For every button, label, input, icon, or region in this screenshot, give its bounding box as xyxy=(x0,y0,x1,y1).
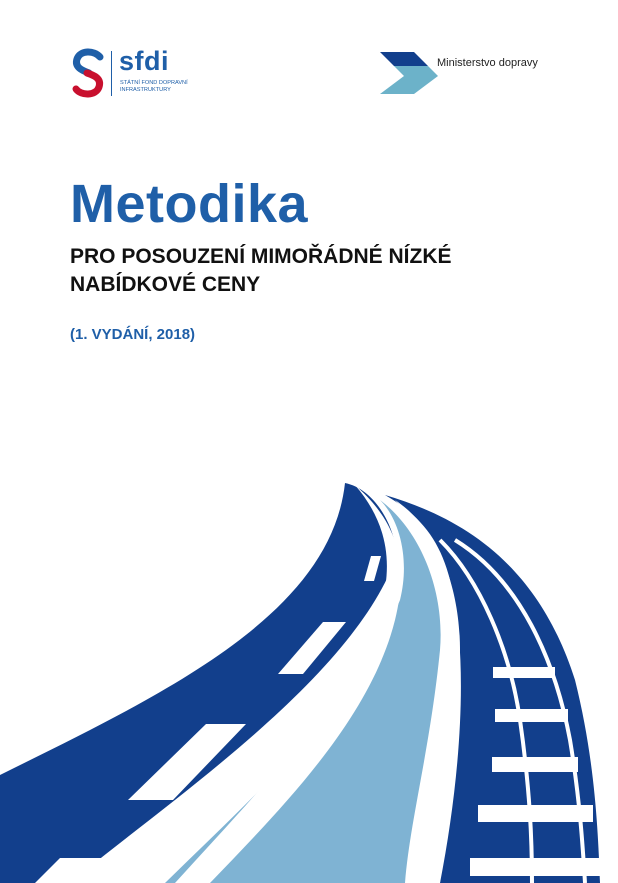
edition-label: (1. VYDÁNÍ, 2018) xyxy=(70,326,196,343)
rail-sleeper xyxy=(478,805,593,822)
sfdi-divider xyxy=(111,51,112,96)
document-subtitle-line-1: PRO POSOUZENÍ MIMOŘÁDNÉ NÍZKÉ xyxy=(70,245,452,268)
ministry-arrow-logo-icon xyxy=(380,50,440,96)
road-and-railway-illustration xyxy=(0,470,618,883)
rail-sleeper xyxy=(492,757,578,772)
document-title: Metodika xyxy=(70,174,309,234)
rail-sleeper xyxy=(495,709,568,722)
rail-sleeper xyxy=(493,667,555,678)
sfdi-subtitle-line-1: STÁTNÍ FOND DOPRAVNÍ xyxy=(120,80,188,86)
sfdi-subtitle xyxy=(120,80,220,94)
ministry-name: Ministerstvo dopravy xyxy=(437,57,538,69)
ministry-logo xyxy=(380,50,580,98)
sfdi-subtitle-line-2: INFRASTRUKTURY xyxy=(120,87,171,93)
sfdi-name: sfdi xyxy=(119,46,170,76)
sfdi-logo xyxy=(70,48,220,100)
sfdi-s-logo-icon xyxy=(70,48,106,98)
document-subtitle xyxy=(70,243,570,299)
rail-sleeper xyxy=(470,858,600,876)
document-subtitle-line-2: NABÍDKOVÉ CENY xyxy=(70,273,261,296)
